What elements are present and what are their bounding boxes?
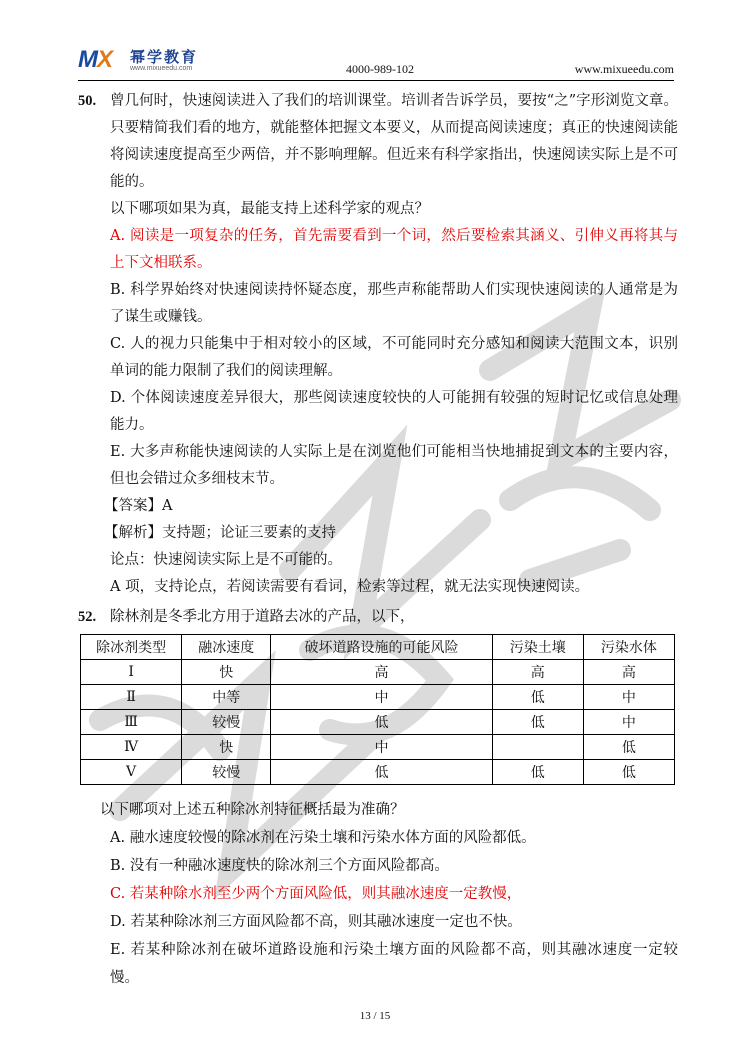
table-cell: Ⅴ	[81, 760, 182, 785]
table-cell: 中等	[182, 685, 271, 710]
table-row	[81, 760, 675, 785]
table-row	[81, 685, 675, 710]
option-a: A. 阅读是一项复杂的任务，首先需要看到一个词，然后要检索其涵义、引伸义再将其与上下文相联系。	[110, 228, 678, 271]
table-cell: Ⅲ	[81, 710, 182, 735]
table-cell: 低	[492, 710, 583, 735]
table-cell: 中	[583, 685, 674, 710]
answer-label: 【答案】A	[104, 498, 173, 514]
deicer-table	[80, 634, 675, 785]
header-rule	[78, 80, 674, 81]
question-52	[78, 604, 678, 631]
question-stem: 曾几何时，快速阅读进入了我们的培训课堂。培训者告诉学员，要按“之”字形浏览文章。只要精简我们看的地方，就能整体把握文本要义，从而提高阅读速度；真正的快速阅读能将阅读速度提高至少两倍，并不影响理解。但近来有科学家指出，快速阅读实际上是不可能的。	[110, 93, 678, 190]
table-cell: Ⅳ	[81, 735, 182, 760]
logo-mark	[78, 46, 112, 74]
explanation: A 项，支持论点，若阅读需要有看词，检索等过程，就无法实现快速阅读。	[110, 579, 590, 595]
question-50	[78, 88, 678, 601]
table-cell: 中	[583, 710, 674, 735]
table-row	[81, 660, 675, 685]
analysis-label: 【解析】支持题；论证三要素的支持	[104, 525, 336, 541]
option-c: C. 若某种除水剂至少两个方面风险低，则其融冰速度一定教慢，	[110, 886, 522, 902]
brand-logo	[78, 44, 238, 78]
table-cell: 低	[583, 735, 674, 760]
logo-m: M	[78, 46, 97, 73]
table-cell: 低	[492, 685, 583, 710]
table-header: 污染土壤	[492, 635, 583, 660]
table-cell: Ⅱ	[81, 685, 182, 710]
table-cell: 较慢	[182, 710, 271, 735]
option-d: D. 若某种除冰剂三方面风险都不高，则其融冰速度一定也不快。	[110, 914, 522, 930]
table-cell: 低	[492, 760, 583, 785]
question-number: 50.	[78, 93, 97, 109]
table-header: 污染水体	[583, 635, 674, 660]
table-cell: 中	[271, 685, 492, 710]
question-number: 52.	[78, 609, 97, 625]
question-prompt: 以下哪项对上述五种除冰剂特征概括最为准确？	[100, 802, 405, 818]
table-header: 破坏道路设施的可能风险	[271, 635, 492, 660]
header-phone: 4000-989-102	[346, 62, 414, 76]
option-c: C. 人的视力只能集中于相对较小的区域，不可能同时充分感知和阅读大范围文本，识别单词的能力限制了我们的阅读理解。	[110, 336, 678, 379]
header-website: www.mixueedu.com	[574, 62, 674, 76]
table-cell: 中	[271, 735, 492, 760]
page-header	[78, 44, 674, 84]
argument-point: 论点：快速阅读实际上是不可能的。	[110, 552, 342, 568]
table-cell: 低	[271, 710, 492, 735]
option-d: D. 个体阅读速度差异很大，那些阅读速度较快的人可能拥有较强的短时记忆或信息处理能力。	[110, 390, 678, 433]
table-cell	[492, 735, 583, 760]
table-row	[81, 735, 675, 760]
table-cell: 快	[182, 735, 271, 760]
option-b: B. 科学界始终对快速阅读持怀疑态度，那些声称能帮助人们实现快速阅读的人通常是为了谋生或赚钱。	[110, 282, 678, 325]
question-prompt: 以下哪项如果为真，最能支持上述科学家的观点？	[110, 201, 429, 217]
table-cell: 较慢	[182, 760, 271, 785]
table-header: 除冰剂类型	[81, 635, 182, 660]
question-stem: 除林剂是冬季北方用于道路去冰的产品，以下，	[110, 609, 415, 625]
table-cell: 低	[271, 760, 492, 785]
table-cell: 快	[182, 660, 271, 685]
question-52-options	[78, 796, 678, 992]
table-cell: 高	[583, 660, 674, 685]
table-header: 融冰速度	[182, 635, 271, 660]
page-number: 13 / 15	[359, 1010, 391, 1022]
option-b: B. 没有一种融冰速度快的除冰剂三个方面风险都高。	[110, 858, 449, 874]
brand-url: www.mixueedu.com	[130, 65, 193, 72]
table-cell: 低	[583, 760, 674, 785]
option-a: A. 融水速度较慢的除冰剂在污染土壤和污染水体方面的风险都低。	[110, 830, 536, 846]
table-cell: Ⅰ	[81, 660, 182, 685]
table-header-row	[81, 635, 675, 660]
table-cell: 高	[271, 660, 492, 685]
logo-x: X	[97, 46, 113, 73]
table-row	[81, 710, 675, 735]
brand-name: 幂学教育	[130, 48, 199, 66]
table-cell: 高	[492, 660, 583, 685]
option-e: E. 大多声称能快速阅读的人实际上是在浏览他们可能相当快地捕捉到文本的主要内容，但也会错过众多细枝末节。	[110, 444, 678, 487]
option-e: E. 若某种除冰剂在破坏道路设施和污染土壤方面的风险都不高，则其融冰速度一定较慢。	[110, 942, 678, 986]
